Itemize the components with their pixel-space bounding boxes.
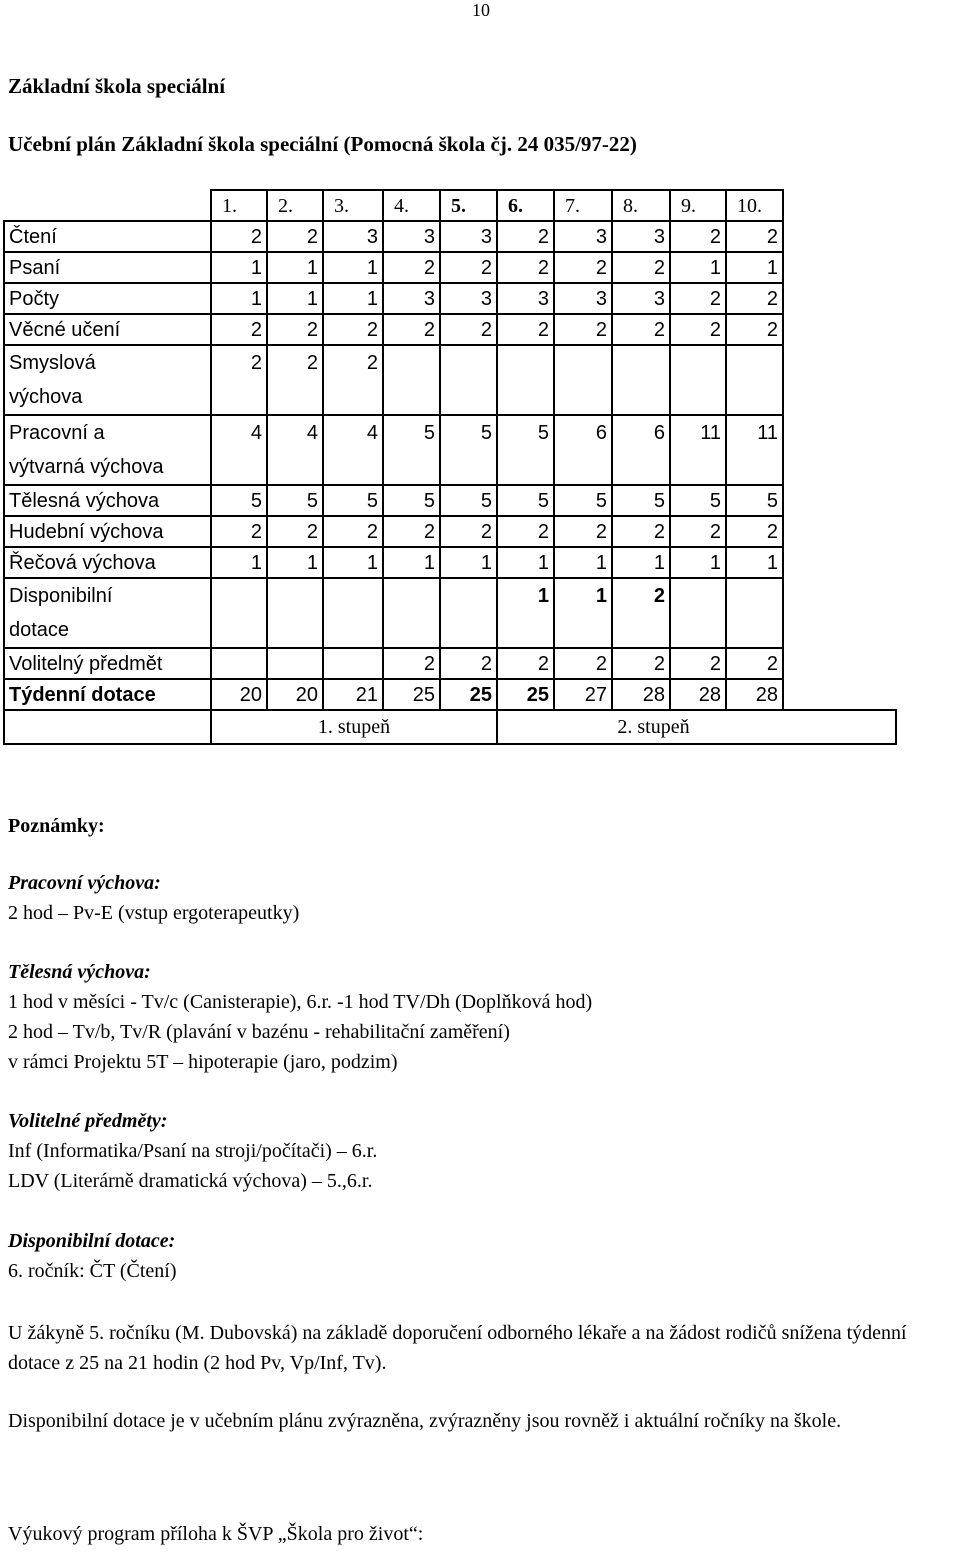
subject-label-line: Pracovní a [9,422,105,444]
subject-label [4,578,211,648]
value-cell: 2 [267,221,323,252]
value-cell: 2 [497,648,554,679]
value-cell: 2 [211,345,267,415]
value-cell: 5 [267,485,323,516]
note-line: v rámci Projektu 5T – hipoterapie (jaro, podzim) [8,1051,398,1073]
table-row [4,547,896,578]
value-cell: 1 [554,578,612,648]
value-cell: 2 [211,314,267,345]
value-cell: 5 [670,485,726,516]
value-cell: 2 [726,314,783,345]
paragraph-highlight-note: Disponibilní dotace je v učebním plánu zvýrazněna, zvýrazněny jsou rovněž i aktuální ročníky na škole. [8,1410,842,1432]
value-cell: 1 [323,283,383,314]
table-row [4,221,896,252]
value-cell: 1 [267,283,323,314]
total-cell: 20 [267,679,323,710]
notes-title: Poznámky: [8,815,105,837]
grade-header: 8. [612,190,670,221]
value-cell: 2 [726,283,783,314]
value-cell: 2 [497,221,554,252]
value-cell: 2 [554,314,612,345]
value-cell: 2 [383,516,440,547]
value-cell [440,578,497,648]
value-cell: 3 [612,221,670,252]
value-cell [211,648,267,679]
table-corner-cell [4,190,211,221]
table-row [4,283,896,314]
value-cell: 1 [211,547,267,578]
value-cell: 2 [383,252,440,283]
table-row [4,485,896,516]
value-cell: 3 [383,283,440,314]
total-cell: 25 [440,679,497,710]
value-cell: 2 [267,345,323,415]
value-cell: 2 [267,516,323,547]
value-cell: 3 [323,221,383,252]
subject-label: Volitelný předmět [4,648,211,679]
empty-cell [783,578,896,648]
table-row [4,516,896,547]
value-cell: 2 [440,516,497,547]
value-cell: 2 [612,578,670,648]
table-row [4,648,896,679]
value-cell: 1 [383,547,440,578]
value-cell: 3 [554,283,612,314]
note-line: 1 hod v měsíci - Tv/c (Canisterapie), 6.r. -1 hod TV/Dh (Doplňková hod) [8,991,593,1013]
value-cell: 2 [554,252,612,283]
plan-title: Učební plán Základní škola speciální (Pomocná škola čj. 24 035/97-22) [8,132,637,156]
value-cell: 2 [670,516,726,547]
value-cell: 2 [383,648,440,679]
value-cell: 2 [554,516,612,547]
value-cell: 2 [554,648,612,679]
value-cell: 2 [612,314,670,345]
value-cell: 3 [440,221,497,252]
value-cell [323,648,383,679]
value-cell: 5 [726,485,783,516]
subject-label: Řečová výchova [4,547,211,578]
value-cell: 2 [670,283,726,314]
value-cell [612,345,670,415]
grade-header: 7. [554,190,612,221]
value-cell: 2 [323,516,383,547]
subject-label: Tělesná výchova [4,485,211,516]
school-title: Základní škola speciální [8,74,226,98]
value-cell: 5 [211,485,267,516]
value-cell: 4 [267,415,323,485]
grade-header: 1. [211,190,267,221]
value-cell: 2 [726,221,783,252]
value-cell: 11 [670,415,726,485]
value-cell: 1 [211,252,267,283]
table-row [4,578,896,648]
subject-label: Počty [4,283,211,314]
subject-label: Věcné učení [4,314,211,345]
value-cell: 5 [612,485,670,516]
curriculum-table [3,189,897,745]
note-heading-volitelne: Volitelné předměty: [8,1110,168,1132]
grade-header: 6. [497,190,554,221]
total-label: Týdenní dotace [4,679,211,710]
value-cell: 5 [323,485,383,516]
value-cell: 5 [383,485,440,516]
value-cell: 3 [554,221,612,252]
value-cell [670,345,726,415]
value-cell [670,578,726,648]
value-cell: 3 [440,283,497,314]
total-cell: 28 [726,679,783,710]
empty-cell [783,547,896,578]
value-cell: 2 [211,221,267,252]
table-header-row [4,190,896,221]
table-row [4,415,896,485]
empty-cell [783,648,896,679]
total-cell: 27 [554,679,612,710]
total-cell: 25 [383,679,440,710]
note-heading-telesna: Tělesná výchova: [8,961,151,983]
empty-cell [783,516,896,547]
note-line: 2 hod – Tv/b, Tv/R (plavání v bazénu - rehabilitační zaměření) [8,1021,510,1043]
empty-cell [783,679,896,710]
value-cell: 3 [612,283,670,314]
subject-label-line: výtvarná výchova [9,456,164,478]
grade-header: 5. [440,190,497,221]
value-cell: 2 [670,314,726,345]
value-cell: 5 [440,485,497,516]
stage-row [4,710,896,744]
value-cell [211,578,267,648]
value-cell: 1 [554,547,612,578]
value-cell: 3 [383,221,440,252]
value-cell: 5 [497,485,554,516]
value-cell: 2 [267,314,323,345]
value-cell: 5 [440,415,497,485]
value-cell: 1 [440,547,497,578]
value-cell: 1 [670,252,726,283]
total-cell: 20 [211,679,267,710]
value-cell: 1 [267,547,323,578]
subject-label-line: Smyslová [9,352,96,374]
note-line: Inf (Informatika/Psaní na stroji/počítači) – 6.r. [8,1140,378,1162]
page-number: 10 [472,0,490,20]
grade-header: 9. [670,190,726,221]
value-cell: 1 [267,252,323,283]
value-cell: 1 [670,547,726,578]
subject-label-line: výchova [9,386,83,408]
value-cell: 1 [211,283,267,314]
total-cell: 21 [323,679,383,710]
table-row [4,252,896,283]
subject-label-line: Disponibilní [9,585,113,607]
subject-label: Čtení [4,221,211,252]
value-cell: 2 [497,314,554,345]
value-cell: 4 [211,415,267,485]
total-cell: 28 [670,679,726,710]
note-line: 6. ročník: ČT (Čtení) [8,1260,177,1282]
value-cell [383,578,440,648]
value-cell [267,578,323,648]
value-cell: 5 [383,415,440,485]
value-cell: 1 [726,252,783,283]
empty-cell [783,415,896,485]
value-cell: 2 [211,516,267,547]
value-cell: 1 [323,547,383,578]
empty-cell [783,190,896,221]
empty-cell [783,283,896,314]
value-cell: 2 [323,314,383,345]
value-cell: 2 [440,252,497,283]
value-cell: 2 [440,314,497,345]
subject-label [4,415,211,485]
stage-1-label: 1. stupeň [211,710,497,744]
note-line: 2 hod – Pv-E (vstup ergoterapeutky) [8,902,300,924]
subject-label [4,345,211,415]
empty-cell [783,221,896,252]
value-cell [497,345,554,415]
value-cell: 2 [670,648,726,679]
value-cell: 2 [497,516,554,547]
value-cell: 2 [323,345,383,415]
value-cell [323,578,383,648]
note-heading-dotace: Disponibilní dotace: [8,1230,176,1252]
value-cell: 6 [554,415,612,485]
table-row [4,345,896,415]
value-cell [726,578,783,648]
value-cell [726,345,783,415]
value-cell: 3 [497,283,554,314]
grade-header: 2. [267,190,323,221]
value-cell: 4 [323,415,383,485]
value-cell: 2 [497,252,554,283]
value-cell [554,345,612,415]
value-cell: 2 [726,516,783,547]
grade-header: 10. [726,190,783,221]
note-line: LDV (Literárně dramatická výchova) – 5.,6.r. [8,1170,373,1192]
value-cell: 1 [497,578,554,648]
value-cell: 2 [612,516,670,547]
stage-2-label: 2. stupeň [497,710,896,744]
empty-cell [783,252,896,283]
value-cell [267,648,323,679]
value-cell: 2 [612,252,670,283]
table-row [4,314,896,345]
grade-header: 3. [323,190,383,221]
note-heading-pracovni: Pracovní výchova: [8,872,161,894]
value-cell: 2 [612,648,670,679]
value-cell: 1 [726,547,783,578]
value-cell: 1 [612,547,670,578]
value-cell: 5 [497,415,554,485]
value-cell: 2 [383,314,440,345]
empty-cell [783,485,896,516]
total-cell: 28 [612,679,670,710]
value-cell: 1 [497,547,554,578]
table-row-total [4,679,896,710]
value-cell [440,345,497,415]
value-cell: 2 [440,648,497,679]
footer-program-note: Výukový program příloha k ŠVP „Škola pro život“: [8,1523,424,1545]
value-cell: 6 [612,415,670,485]
value-cell: 5 [554,485,612,516]
subject-label: Psaní [4,252,211,283]
total-cell: 25 [497,679,554,710]
empty-cell [783,345,896,415]
grade-header: 4. [383,190,440,221]
subject-label: Hudební výchova [4,516,211,547]
value-cell: 2 [726,648,783,679]
value-cell: 1 [323,252,383,283]
empty-cell [783,314,896,345]
value-cell: 2 [670,221,726,252]
value-cell [383,345,440,415]
subject-label-line: dotace [9,619,70,641]
paragraph-student-note: U žákyně 5. ročníku (M. Dubovská) na základě doporučení odborného lékaře a na žádost rodičů snížena týdenní dotace z 25 na 21 hodin (2 hod Pv, Vp/Inf, Tv). [8,1322,907,1374]
stage-empty-cell [4,710,211,744]
value-cell: 11 [726,415,783,485]
